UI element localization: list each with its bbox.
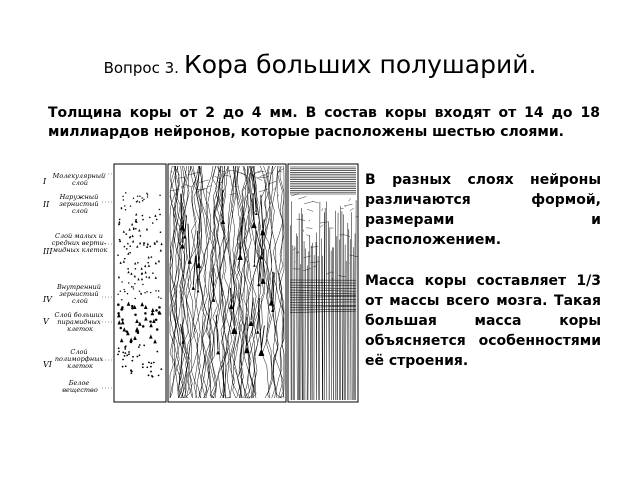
layer-labels (52, 172, 109, 394)
numeral-1: I (43, 177, 47, 186)
neuron-layers-paragraph: В разных слоях нейроны различаются формой, размерами и расположением. (365, 172, 601, 248)
layer-label-2: Наружный зернистый слой (59, 193, 99, 215)
layer-label-5: Слой больших пирамидных клеток (54, 311, 104, 333)
title-text: Кора больших полушарий. (184, 50, 537, 79)
numeral-2: II (43, 200, 50, 209)
layer-label-4: Внутренний зернистый слой (56, 283, 101, 305)
slide-title (0, 50, 640, 79)
layer-label-1: Молекулярный слой (52, 172, 106, 187)
layer-numerals (42, 177, 53, 369)
layer-label-7: Белое вещество (62, 379, 98, 394)
intro-paragraph: Толщина коры от 2 до 4 мм. В состав коры входят от 14 до 18 миллиардов нейронов, которые расположены шестью слоями. (48, 105, 600, 140)
layer-label-3: Слой малых и средних верти- мидных клеток (51, 232, 108, 254)
cortex-layers-figure (40, 162, 362, 410)
numeral-3: III (43, 247, 53, 256)
numeral-4: IV (43, 295, 52, 304)
cortex-mass-paragraph: Масса коры составляет 1/3 от массы всего мозга. Такая большая масса коры объясняется особенностями её строения. (365, 273, 601, 369)
title-prefix: Вопрос 3. (103, 59, 179, 77)
numeral-6: VI (43, 360, 52, 369)
layer-label-6: Слой полиморфных клеток (54, 348, 104, 370)
numeral-5: V (43, 317, 49, 326)
